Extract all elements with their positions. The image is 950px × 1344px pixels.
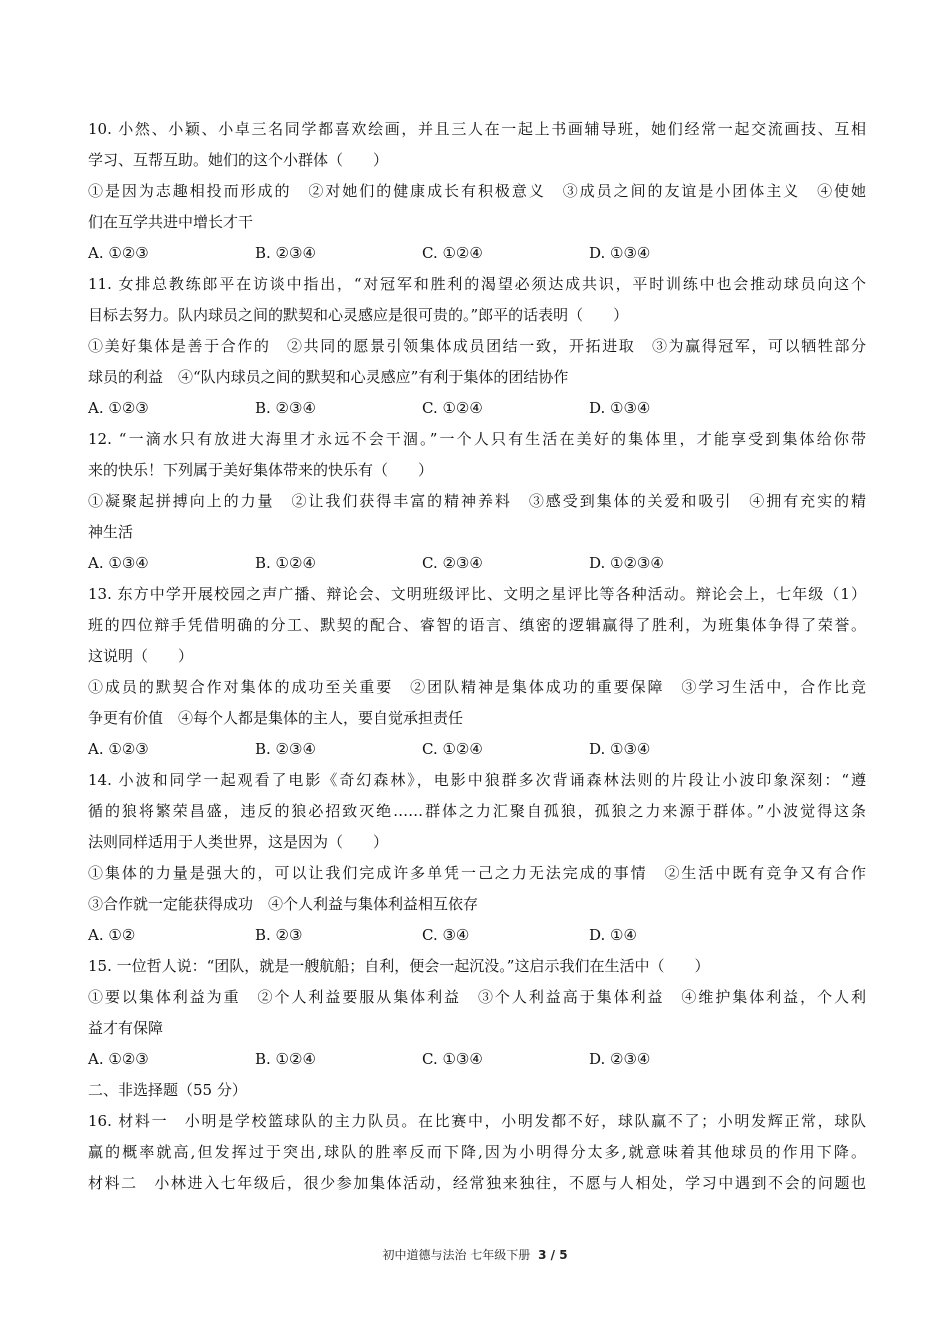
question-12 <box>88 424 866 579</box>
material-text: 材料二 小林进入七年级后，很少参加集体活动，经常独来独往，不愿与人相处，学习中遇到不会的问题也 <box>88 1174 866 1192</box>
question-statements: ①是因为志趣相投而形成的 ②对她们的健康成长有积极意义 ③成员之间的友谊是小团体主义 ④使她 <box>88 182 866 200</box>
option-b: B. ②③④ <box>255 399 316 417</box>
option-d: D. ①③④ <box>589 399 651 417</box>
material-text: 16. 材料一 小明是学校篮球队的主力队员。在比赛中，小明发都不好，球队赢不了；小明发辉正常，球队 <box>88 1112 866 1130</box>
answer-options <box>88 920 866 951</box>
page-footer <box>0 1246 950 1263</box>
question-statements: ①集体的力量是强大的，可以让我们完成许多单凭一己之力无法完成的事情 ②生活中既有竞争又有合作 <box>88 864 866 882</box>
option-a: A. ①③④ <box>88 554 149 572</box>
answer-options <box>88 548 866 579</box>
option-d: D. ①②③④ <box>589 554 664 572</box>
question-13 <box>88 579 866 765</box>
question-statements: ①凝聚起拼搏向上的力量 ②让我们获得丰富的精神养料 ③感受到集体的关爱和吸引 ④拥有充实的精 <box>88 492 866 510</box>
option-c: C. ①②④ <box>422 740 483 758</box>
question-statements: 神生活 <box>88 523 134 541</box>
question-stem: 13. 东方中学开展校园之声广播、辩论会、文明班级评比、文明之星评比等各种活动。辩论会上，七年级（1） <box>88 585 866 603</box>
option-d: D. ①③④ <box>589 740 651 758</box>
question-statements: 们在互学共进中增长才干 <box>88 213 254 231</box>
material-text: 赢的概率就高,但发挥过于突出,球队的胜率反而下降,因为小明得分太多,就意味着其他球员的作用下降。 <box>88 1143 866 1161</box>
option-d: D. ②③④ <box>589 1050 651 1068</box>
option-a: A. ①②③ <box>88 399 149 417</box>
question-stem: 这说明（ ） <box>88 647 194 665</box>
option-b: B. ①②④ <box>255 1050 316 1068</box>
answer-options <box>88 238 866 269</box>
question-statements: 球员的利益 ④“队内球员之间的默契和心灵感应”有利于集体的团结协作 <box>88 368 569 386</box>
option-a: A. ①② <box>88 926 136 944</box>
option-c: C. ①③④ <box>422 1050 483 1068</box>
question-stem: 班的四位辩手凭借明确的分工、默契的配合、睿智的语言、缜密的逻辑赢得了胜利，为班集体争得了荣誉。 <box>88 616 866 634</box>
question-statements: ①美好集体是善于合作的 ②共同的愿景引领集体成员团结一致，开拓进取 ③为赢得冠军，可以牺牲部分 <box>88 337 866 355</box>
option-a: A. ①②③ <box>88 1050 149 1068</box>
option-b: B. ②③④ <box>255 740 316 758</box>
page-number: 3 / 5 <box>538 1248 568 1262</box>
question-stem: 目标去努力。队内球员之间的默契和心灵感应是很可贵的。”郎平的话表明（ ） <box>88 306 629 324</box>
option-d: D. ①③④ <box>589 244 651 262</box>
question-stem: 循的狼将繁荣昌盛，违反的狼必招致灭绝……群体之力汇聚自孤狼，孤狼之力来源于群体。”小波觉得这条 <box>88 802 866 820</box>
question-statements: 争更有价值 ④每个人都是集体的主人，要自觉承担责任 <box>88 709 464 727</box>
option-a: A. ①②③ <box>88 244 149 262</box>
question-15 <box>88 951 866 1075</box>
answer-options <box>88 734 866 765</box>
option-c: C. ①②④ <box>422 244 483 262</box>
question-stem: 12. “一滴水只有放进大海里才永远不会干涸。”一个人只有生活在美好的集体里，才能享受到集体给你带 <box>88 430 866 448</box>
option-c: C. ③④ <box>422 926 470 944</box>
option-b: B. ②③ <box>255 926 303 944</box>
section-title: 二、非选择题（55 分） <box>88 1081 247 1099</box>
question-10 <box>88 114 866 269</box>
option-d: D. ①④ <box>589 926 637 944</box>
question-stem: 来的快乐！下列属于美好集体带来的快乐有（ ） <box>88 461 434 479</box>
page-content <box>88 114 866 1199</box>
answer-options <box>88 1044 866 1075</box>
question-16 <box>88 1106 866 1199</box>
question-11 <box>88 269 866 424</box>
question-stem: 10. 小然、小颖、小卓三名同学都喜欢绘画，并且三人在一起上书画辅导班，她们经常一起交流画技、互相 <box>88 120 866 138</box>
question-stem: 15. 一位哲人说：“团队，就是一艘航船；自利，便会一起沉没。”这启示我们在生活中（ ） <box>88 957 710 975</box>
question-statements: ①要以集体利益为重 ②个人利益要服从集体利益 ③个人利益高于集体利益 ④维护集体利益，个人利 <box>88 988 866 1006</box>
question-stem: 14. 小波和同学一起观看了电影《奇幻森林》，电影中狼群多次背诵森林法则的片段让小波印象深刻：“遵 <box>88 771 866 789</box>
option-a: A. ①②③ <box>88 740 149 758</box>
footer-title: 初中道德与法治 七年级下册 <box>382 1248 531 1262</box>
option-b: B. ②③④ <box>255 244 316 262</box>
question-statements: ①成员的默契合作对集体的成功至关重要 ②团队精神是集体成功的重要保障 ③学习生活中，合作比竞 <box>88 678 866 696</box>
answer-options <box>88 393 866 424</box>
question-stem: 法则同样适用于人类世界，这是因为（ ） <box>88 833 389 851</box>
question-14 <box>88 765 866 951</box>
question-statements: ③合作就一定能获得成功 ④个人利益与集体利益相互依存 <box>88 895 479 913</box>
option-b: B. ①②④ <box>255 554 316 572</box>
question-stem: 11. 女排总教练郎平在访谈中指出，“对冠军和胜利的渴望必须达成共识，平时训练中也会推动球员向这个 <box>88 275 866 293</box>
option-c: C. ②③④ <box>422 554 483 572</box>
option-c: C. ①②④ <box>422 399 483 417</box>
question-stem: 学习、互帮互助。她们的这个小群体（ ） <box>88 151 389 169</box>
question-statements: 益才有保障 <box>88 1019 164 1037</box>
